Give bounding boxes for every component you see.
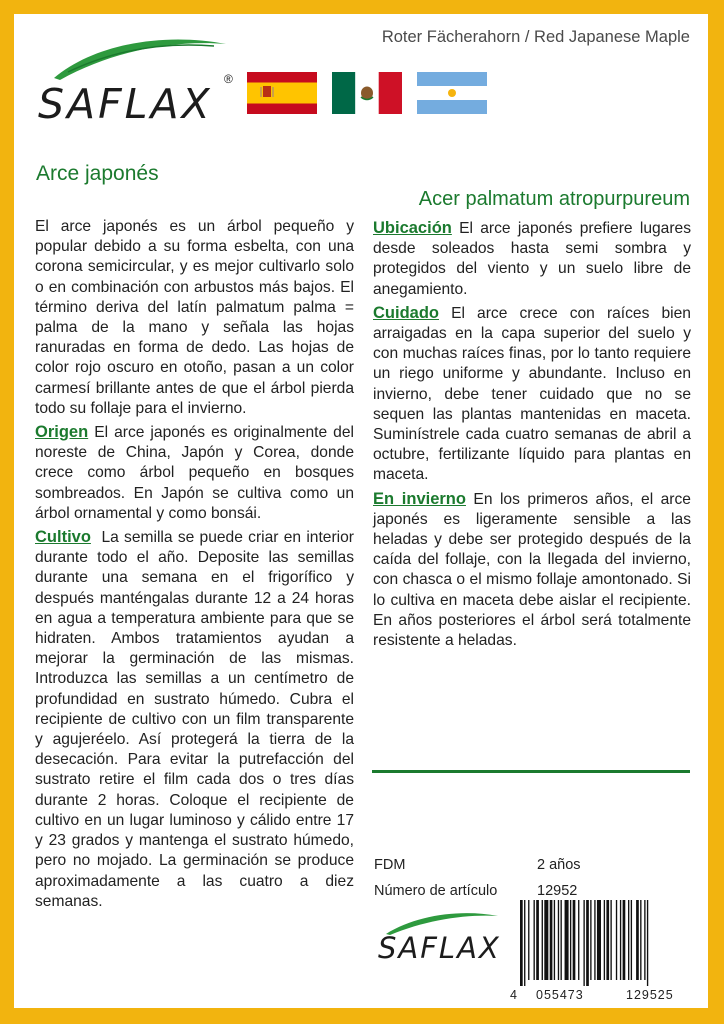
- barcode-bar: [578, 900, 579, 980]
- article-number-label: Número de artículo: [374, 883, 498, 899]
- argentina-flag-icon: [417, 72, 487, 114]
- common-name-title: Arce japonés: [36, 162, 159, 185]
- invierno-section: [373, 489, 691, 652]
- barcode-bar: [590, 900, 591, 980]
- barcode-left-digits: 055473: [536, 988, 584, 1002]
- barcode-bar: [583, 900, 584, 986]
- barcode-bar: [604, 900, 605, 980]
- ubicacion-text: El arce japonés prefiere lugares desde soleados hasta semi sombra y protegidos del viento y un suelo libre de anegamiento.: [373, 220, 691, 298]
- barcode-bar: [520, 900, 523, 986]
- article-number-value: 12952: [537, 883, 578, 899]
- invierno-heading: En invierno: [373, 489, 466, 508]
- cuidado-section: [373, 303, 691, 486]
- barcode-bar: [528, 900, 529, 980]
- saflax-logo: [34, 26, 244, 126]
- barcode: [508, 900, 698, 1000]
- barcode-bar: [620, 900, 621, 980]
- intro-paragraph: El arce japonés es un árbol pequeño y popular debido a su forma esbelta, con una corona semicircular, y es mejor cultivarlo solo o en combinación con arbustos más bajos. El término deriva del latín palmatum palma = palma de la mano y señala las hojas ranuradas en forma de dedo. Las hojas de color rojo oscuro en otoño, pasan a un color carmesí brillante antes de que el árbol pierda todo su follaje para el invierno.: [35, 218, 354, 417]
- seed-packet-back: [14, 14, 708, 1008]
- barcode-bar: [597, 900, 601, 980]
- barcode-bar: [647, 900, 648, 986]
- fdm-value: 2 años: [537, 857, 581, 873]
- barcode-bar: [554, 900, 555, 980]
- cultivo-heading: Cultivo: [35, 528, 91, 547]
- barcode-bar: [561, 900, 562, 980]
- barcode-bar: [565, 900, 569, 980]
- latin-name-title: Acer palmatum atropurpureum: [418, 188, 690, 210]
- header-subtitle: Roter Fächerahorn / Red Japanese Maple: [381, 28, 690, 46]
- origen-section: [35, 422, 354, 524]
- cultivo-section: [35, 527, 354, 912]
- cultivo-text: La semilla se puede criar en interior durante todo el año. Deposite las semillas durante una semana en el frigorífico y después manténgalas durante 12 a 24 horas en agua a temperatura ambiente para que se hidraten. Ambos tratamientos ayudan a mejorar la germinación de las mismas. Introduzca las semillas a un centímetro de profundidad en sustrato húmedo. Cubra el recipiente de cultivo con un film transparente y agujeréelo. Así protegerá la tierra de la desecación. Para evitar la putrefacción del sustrato retire el film cada dos o tres días durante 2 horas. Coloque el recipiente de cultivo en un lugar luminoso y cálido entre 17 y 23 grados y mantenga el sustrato húmedo, pero no mojado. La germinación se produce aproximadamente a las cuatro a diez semanas.: [35, 529, 354, 910]
- barcode-bar: [536, 900, 539, 980]
- barcode-bar: [542, 900, 543, 980]
- ubicacion-heading: Ubicación: [373, 219, 452, 237]
- barcode-bar: [544, 900, 548, 980]
- barcode-bar: [644, 900, 645, 980]
- saflax-logo-small: [376, 907, 506, 969]
- spain-flag-icon: [247, 72, 317, 114]
- cuidado-text: El arce crece con raíces bien arraigadas en la capa superior del suelo y con muchas raíces finas, por lo tanto requiere un riego uniforme y abundante. Incluso en invierno, debe tener cuidado que no se sequen las plantas mantenidas en maceta. Suminístrele cada cuatro semanas de abril a octubre, fertilizante líquido para plantas en maceta.: [373, 304, 691, 484]
- logo-wordmark-small: SAFLAX: [378, 931, 501, 965]
- barcode-right-digits: 129525: [626, 988, 674, 1002]
- ubicacion-section: [373, 218, 691, 300]
- fdm-label: FDM: [374, 857, 406, 873]
- barcode-bar: [606, 900, 609, 980]
- barcode-bar: [623, 900, 626, 980]
- barcode-bar: [558, 900, 559, 980]
- barcode-bar: [640, 900, 641, 980]
- origen-text: El arce japonés es originalmente del noreste de China, Japón y Corea, donde crece como árbol pequeño en bosques sombreados. En Japón se cultiva como un árbol ornamental y como bonsái.: [35, 424, 354, 522]
- left-column: [35, 217, 354, 915]
- logo-wordmark: SAFLAX: [38, 80, 213, 128]
- barcode-bar: [594, 900, 595, 980]
- barcode-bar: [570, 900, 571, 980]
- barcode-bar: [631, 900, 632, 980]
- barcode-bar: [586, 900, 589, 986]
- barcode-bar: [550, 900, 553, 980]
- barcode-bar: [636, 900, 639, 980]
- barcode-bar: [534, 900, 535, 980]
- barcode-first-digit: 4: [510, 988, 518, 1002]
- barcode-bars: [508, 900, 698, 986]
- barcode-bar: [616, 900, 617, 980]
- mexico-flag-icon: [332, 72, 402, 114]
- registered-mark: ®: [224, 72, 233, 86]
- section-divider: [372, 770, 690, 773]
- barcode-bar: [610, 900, 611, 980]
- origen-heading: Origen: [35, 423, 89, 442]
- invierno-text: En los primeros años, el arce japonés es ligeramente sensible a las heladas y debe ser protegido después de la caída del follaje, con la llegada del invierno, con chasca o el mismo follaje amontonado. Si lo cultiva en maceta debe aislar el recipiente. En años posteriores el árbol será totalmente resistente a heladas.: [373, 490, 691, 650]
- barcode-bar: [628, 900, 629, 980]
- barcode-bar: [573, 900, 576, 980]
- cuidado-heading: Cuidado: [373, 303, 439, 322]
- barcode-bar: [524, 900, 525, 986]
- right-column: [373, 218, 691, 654]
- leaf-swoosh-icon: [34, 26, 244, 86]
